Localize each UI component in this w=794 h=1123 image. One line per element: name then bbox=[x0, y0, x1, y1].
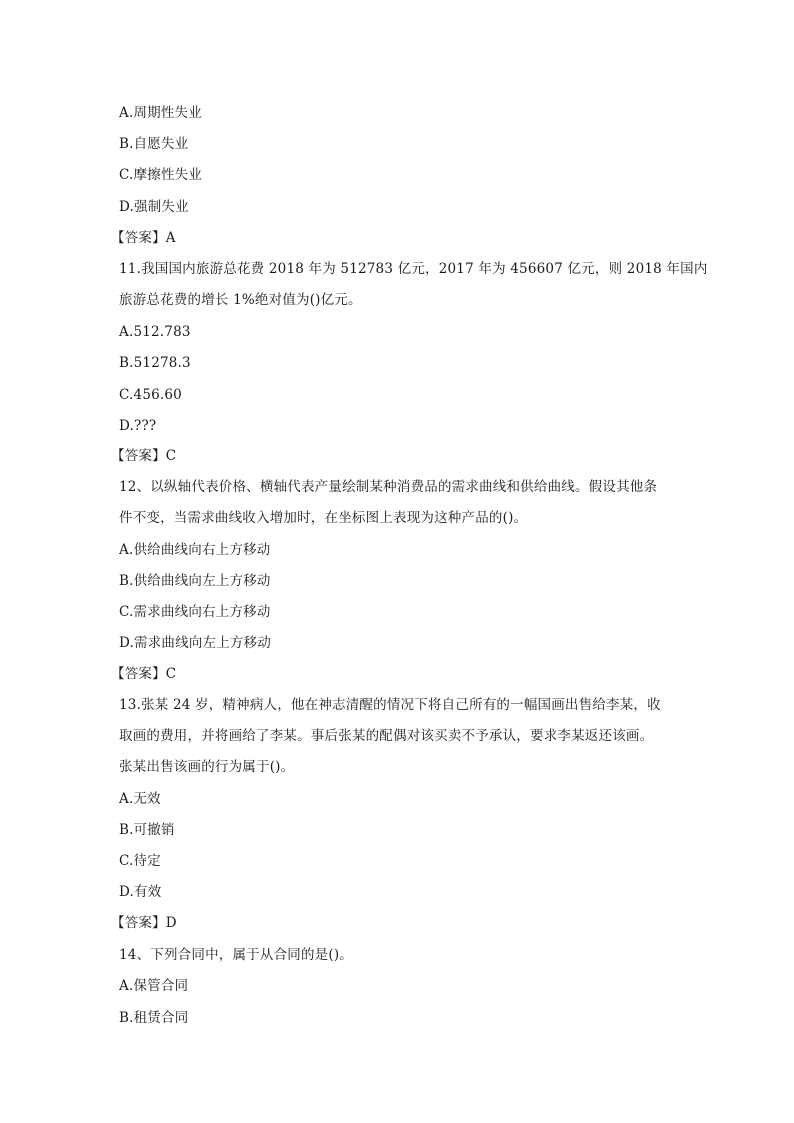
answer-12: 【答案】C bbox=[111, 666, 177, 682]
option-a: A.供给曲线向右上方移动 bbox=[119, 542, 271, 558]
option-b: B.租赁合同 bbox=[119, 1010, 189, 1026]
option-b: B.51278.3 bbox=[119, 355, 191, 371]
option-c: C.需求曲线向右上方移动 bbox=[119, 604, 271, 620]
answer-11: 【答案】C bbox=[111, 448, 177, 464]
option-a: A.512.783 bbox=[119, 324, 191, 340]
option-a: A.保管合同 bbox=[119, 978, 189, 994]
question-14-line-1: 14、下列合同中，属于从合同的是()。 bbox=[119, 947, 354, 963]
option-a: A.无效 bbox=[119, 791, 161, 807]
question-12-line-1: 12、以纵轴代表价格、横轴代表产量绘制某种消费品的需求曲线和供给曲线。假设其他条 bbox=[119, 479, 658, 495]
question-13-line-1: 13.张某 24 岁，精神病人，他在神志清醒的情况下将自己所有的一幅国画出售给李某，收 bbox=[119, 697, 661, 713]
option-c: C.摩擦性失业 bbox=[119, 167, 203, 183]
option-b: B.可撤销 bbox=[119, 822, 175, 838]
option-d: D.??? bbox=[119, 418, 157, 434]
answer-13: 【答案】D bbox=[111, 915, 177, 931]
option-c: C.待定 bbox=[119, 853, 161, 869]
option-d: D.有效 bbox=[119, 884, 162, 900]
option-c: C.456.60 bbox=[119, 387, 182, 403]
question-11-line-1: 11.我国国内旅游总花费 2018 年为 512783 亿元，2017 年为 456607 亿元，则 2018 年国内 bbox=[119, 261, 708, 277]
question-11-line-2: 旅游总花费的增长 1%绝对值为()亿元。 bbox=[119, 292, 362, 308]
option-a: A.周期性失业 bbox=[119, 105, 202, 121]
question-13-line-3: 张某出售该画的行为属于()。 bbox=[119, 759, 295, 775]
answer-10: 【答案】A bbox=[111, 230, 176, 246]
option-d: D.强制失业 bbox=[119, 199, 189, 215]
option-b: B.供给曲线向左上方移动 bbox=[119, 573, 271, 589]
option-d: D.需求曲线向左上方移动 bbox=[119, 635, 272, 651]
question-12-line-2: 件不变，当需求曲线收入增加时，在坐标图上表现为这种产品的()。 bbox=[119, 510, 528, 526]
option-b: B.自愿失业 bbox=[119, 136, 189, 152]
question-13-line-2: 取画的费用，并将画给了李某。事后张某的配偶对该买卖不予承认，要求李某返还该画。 bbox=[119, 728, 654, 744]
